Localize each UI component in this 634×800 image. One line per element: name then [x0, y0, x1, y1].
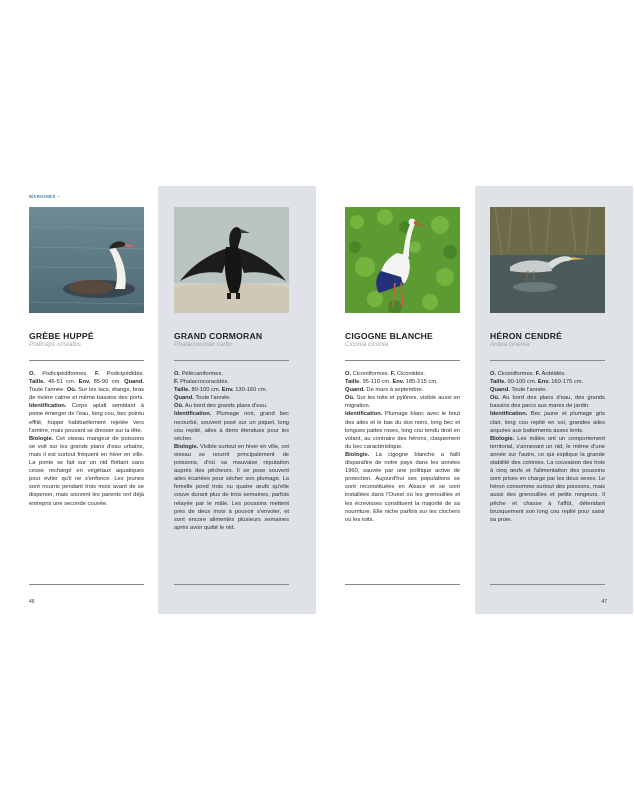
- stork-photo: [345, 207, 460, 313]
- divider: [29, 360, 144, 361]
- cormorant-photo: [174, 207, 289, 313]
- divider: [490, 360, 605, 361]
- species-entry-heron: [490, 207, 605, 524]
- divider: [174, 360, 289, 361]
- grebe-photo: [29, 207, 144, 313]
- divider: [174, 584, 289, 585]
- heron-photo: [490, 207, 605, 313]
- divider: [29, 584, 144, 585]
- species-description: O. Pélécaniformes. F. Phalacrocoracidés. Taille. 80-100 cm. Env. 130-160 cm. Quand. Toute l'année. Où. Au bord des grands plans d'eau. Identification. Plumage noir, grand bec recourbé, souvent posé sur un piquet, long cou replié, ailes à demi étendues pour les sécher. Biologie. Visible surtout en hiver en ville, cet oiseau se nourrit principalement de poissons, d'où sa mauvaise réputation auprès des pêcheurs. Il se pose souvent ailes écartées pour sécher son plumage. La femelle pond trois ou quatre œufs qu'elle couve durant plus de trois semaines, parfois relayée par le mâle. Les poussins mettent près de deux mois à pouvoir s'envoler, et sont encore alimentés plusieurs semaines après avoir quitté le nid.: [174, 371, 289, 531]
- species-name: CIGOGNE BLANCHE: [345, 331, 433, 341]
- species-entry-grebe: [29, 207, 144, 508]
- species-description: O. Ciconiiformes. F. Ardéidés. Taille. 90-100 cm. Env. 160-175 cm. Quand. Toute l'année. Où. Au bord des plans d'eau, des grands bassins des parcs aux mares de jardin. Identification. Bec jaune et plumage gris clair, long cou replié en vol, grandes ailes arquées aux battements assez lents. Biologie. Les mâles ont un comportement territorial, s'annexant un nid, le même d'une année sur l'autre, ce qui explique la grande stabilité des colonies. La couvaison des trois à cinq œufs et l'alimentation des poussins sont prises en charge par les deux sexes. Le héron consomme surtout des poissons, mais aussi des grenouilles et petits rongeurs. Il pêche et chasse à l'affût, détendant brusquement son long cou replié pour saisir sa proie.: [490, 371, 606, 523]
- page-number-right: 47: [601, 599, 607, 605]
- species-entry-stork: [345, 207, 460, 524]
- page-number-left: 46: [29, 599, 35, 605]
- species-description: O. Ciconiiformes. F. Ciconiidés. Taille. 95-110 cm. Env. 185-215 cm. Quand. De mars à septembre. Où. Sur les toits et pylônes, visible aussi en migration. Identification. Plumage blanc avec le bout des ailes et le bas du dos noirs, long bec et longues pattes roses, long cou tendu droit en volant, au contraire des hérons, claquement du bec caractéristique. Biologie. La cigogne blanche a failli disparaître de notre pays dans les années 1960, sauvée par une politique active de protection. Aujourd'hui ses populations se sont reconstituées en Alsace et se sont installées dans l'Ouest où les grenouilles et les écrevisses constituent la majorité de sa nourriture. Elle niche parfois sur les clochers ou les toits.: [345, 371, 460, 523]
- species-description: O. Podicipédiformes. F. Podicipédidés. Taille. 46-51 cm. Env. 85-90 cm. Quand. Toute l'année. Où. Sur les lacs, étangs, bras de rivière calme et même bassins des ports. Identification. Corps aplati semblant à peine émerger de l'eau, long cou, bec pointu effilé, huppe habituellement rejetée vers l'arrière, mais pouvant se dresser sur la tête. Biologie. Cet oiseau mangeur de poissons se voit sur les grands plans d'eau urbains, mais il est surtout fréquent en hiver en ville. La ponte se fait sur un nid flottant sans cesse rechargé en végétaux aquatiques pour éviter qu'il ne s'enfonce. Les jeunes sont nourris pendant trois mois avant de se disperser, mais souvent les parents ont déjà entrepris une seconde couvée.: [29, 371, 144, 507]
- divider: [490, 584, 605, 585]
- species-latin-name: Phalacrocorax carbo: [174, 341, 233, 348]
- species-latin-name: Podiceps cristatus: [29, 341, 81, 348]
- species-name: GRAND CORMORAN: [174, 331, 263, 341]
- species-entry-cormorant: [174, 207, 289, 532]
- species-name: GRÈBE HUPPÉ: [29, 331, 94, 341]
- divider: [345, 584, 460, 585]
- running-header-left: MARGINÉS –: [29, 194, 61, 199]
- divider: [345, 360, 460, 361]
- species-latin-name: Ardea cinerea: [490, 341, 530, 348]
- species-latin-name: Ciconia ciconia: [345, 341, 388, 348]
- species-name: HÉRON CENDRÉ: [490, 331, 563, 341]
